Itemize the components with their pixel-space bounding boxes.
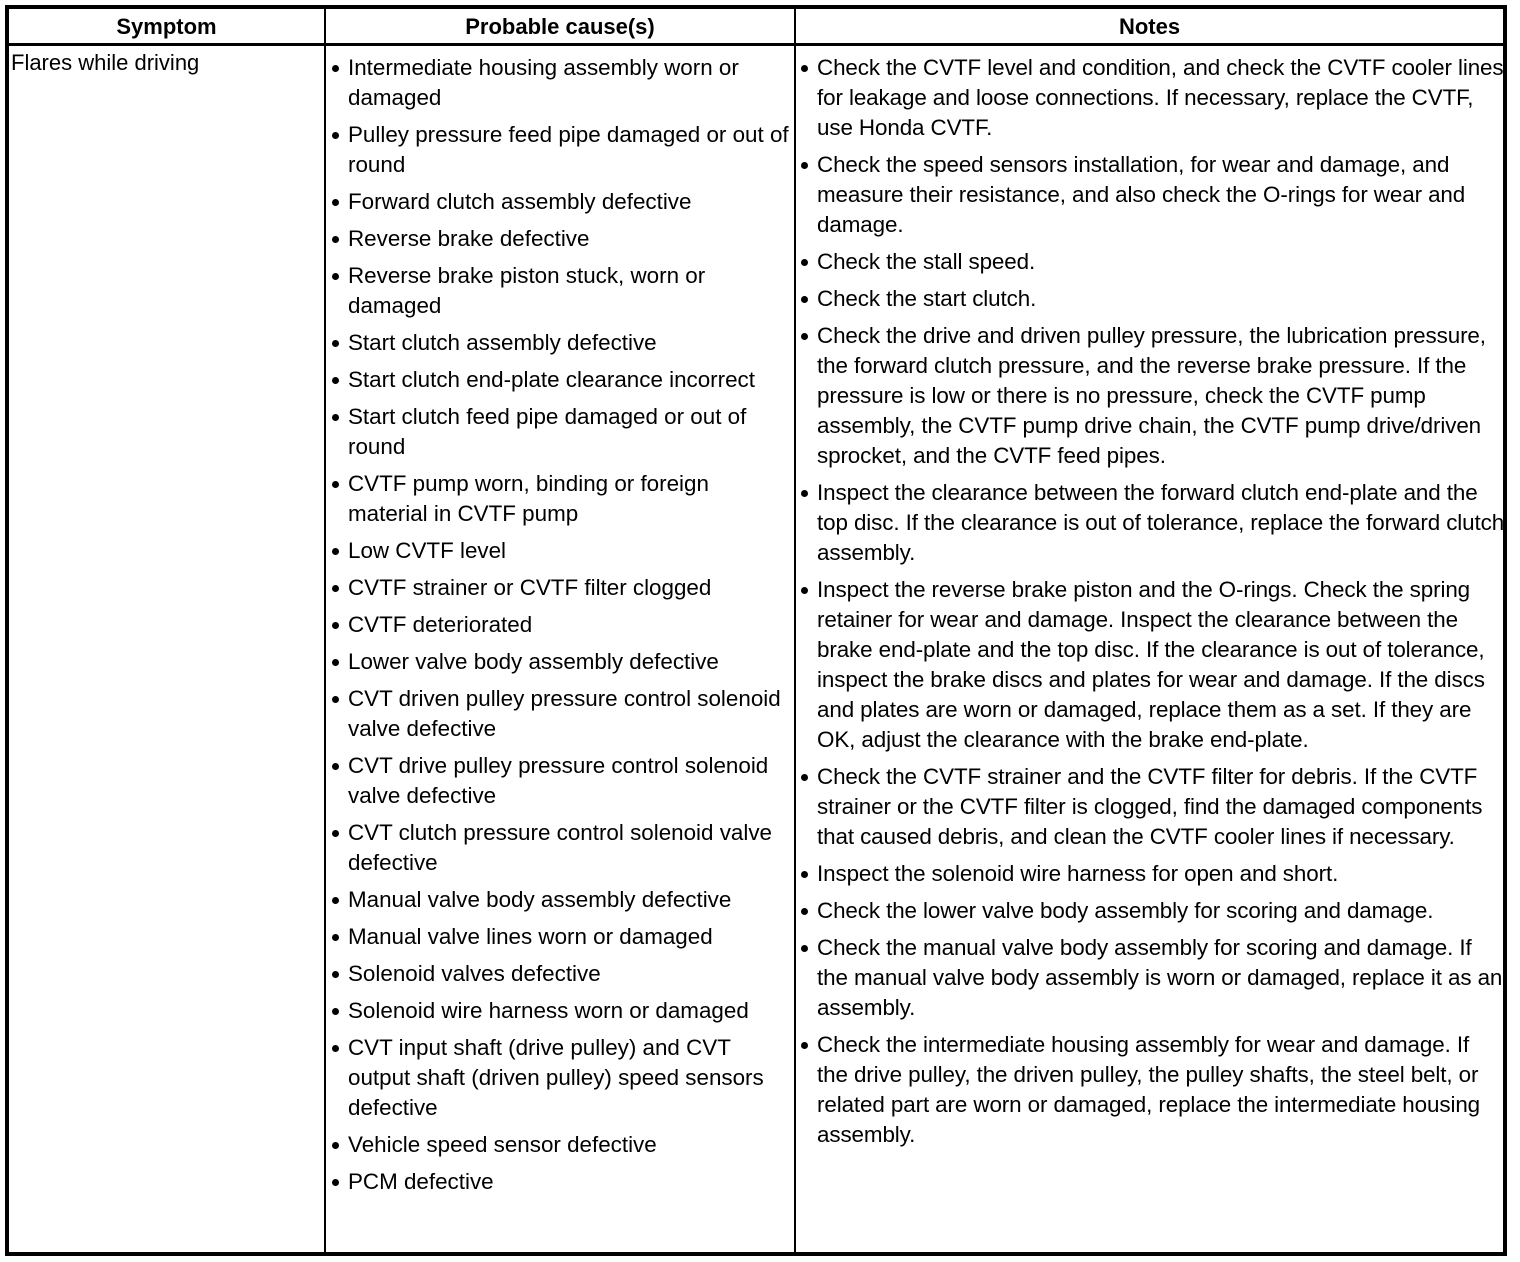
bullet-icon [801,587,808,594]
header-notes: Notes [1118,14,1181,39]
probable-causes-cell [326,46,794,1252]
cause-item-text: CVTF pump worn, binding or foreign material in CVTF pump [348,471,709,526]
bullet-icon [801,65,808,72]
cause-item [329,53,794,113]
bullet-icon [332,659,339,666]
cause-item [329,818,794,878]
bullet-icon [801,490,808,497]
bullet-icon [332,65,339,72]
bullet-icon [332,897,339,904]
bullet-icon [801,871,808,878]
cause-item-text: Solenoid valves defective [348,961,601,986]
cause-item-text: Manual valve body assembly defective [348,887,732,912]
note-item-text: Check the manual valve body assembly for scoring and damage. If the manual valve body assembly is worn or damaged, replace it as an assembly. [817,935,1503,1020]
cause-item-text: Pulley pressure feed pipe damaged or out of round [348,122,789,177]
cause-item [329,684,794,744]
cause-item [329,1167,794,1197]
bullet-icon [332,1045,339,1052]
notes-cell [796,46,1506,1252]
bullet-icon [801,296,808,303]
cause-item-text: Low CVTF level [348,538,507,563]
cause-item-text: Lower valve body assembly defective [348,649,719,674]
cause-item-text: Reverse brake defective [348,226,590,251]
cause-item-text: PCM defective [348,1169,494,1194]
note-item-text: Inspect the reverse brake piston and the O-rings. Check the spring retainer for wear and damage. Inspect the clearance between the brake end-plate and the top disc. If the clearance is out of tolerance, inspect the brake discs and plates for wear and damage. If the discs and plates are worn or damaged, replace them as a set. If they are OK, adjust the clearance with the brake end-plate. [817,577,1485,752]
note-item [798,150,1506,240]
cause-item [329,1130,794,1160]
note-item [798,859,1506,889]
bullet-icon [332,934,339,941]
bullet-icon [332,1008,339,1015]
bullet-icon [332,830,339,837]
bullet-icon [332,548,339,555]
note-item [798,933,1506,1023]
cause-item [329,922,794,952]
header-symptom: Symptom [116,14,217,39]
cause-item [329,573,794,603]
note-item-text: Check the intermediate housing assembly for wear and damage. If the drive pulley, the driven pulley, the pulley shafts, the steel belt, or related part are worn or damaged, replace the intermediate housing assembly. [817,1032,1481,1147]
bullet-icon [801,259,808,266]
cause-item-text: Vehicle speed sensor defective [348,1132,657,1157]
bullet-icon [801,333,808,340]
note-item [798,321,1506,471]
note-item [798,53,1506,143]
cause-item [329,328,794,358]
bullet-icon [332,132,339,139]
cause-item-text: CVTF deteriorated [348,612,533,637]
cause-item [329,647,794,677]
bullet-icon [332,971,339,978]
bullet-icon [332,1179,339,1186]
bullet-icon [332,1142,339,1149]
causes-list [329,53,794,1197]
bullet-icon [801,162,808,169]
cause-item [329,959,794,989]
header-probable-causes: Probable cause(s) [465,14,655,39]
note-item [798,762,1506,852]
cause-item [329,536,794,566]
cause-item-text: CVT clutch pressure control solenoid valve defective [348,820,772,875]
note-item-text: Check the CVTF level and condition, and check the CVTF cooler lines for leakage and loose connections. If necessary, replace the CVTF, use Honda CVTF. [817,55,1504,140]
note-item-text: Check the stall speed. [817,249,1036,274]
cause-item-text: CVT drive pulley pressure control solenoid valve defective [348,753,769,808]
cause-item-text: Reverse brake piston stuck, worn or damaged [348,263,706,318]
bullet-icon [332,481,339,488]
bullet-icon [332,236,339,243]
note-item-text: Inspect the clearance between the forward clutch end-plate and the top disc. If the clearance is out of tolerance, replace the forward clutch assembly. [817,480,1505,565]
bullet-icon [332,377,339,384]
note-item [798,478,1506,568]
troubleshooting-table [5,5,1507,1256]
cause-item-text: Solenoid wire harness worn or damaged [348,998,749,1023]
cause-item [329,610,794,640]
cause-item [329,1033,794,1123]
bullet-icon [332,273,339,280]
bullet-icon [332,199,339,206]
note-item-text: Inspect the solenoid wire harness for open and short. [817,861,1339,886]
note-item [798,247,1506,277]
note-item-text: Check the lower valve body assembly for scoring and damage. [817,898,1434,923]
bullet-icon [801,774,808,781]
bullet-icon [332,696,339,703]
cause-item [329,751,794,811]
bullet-icon [332,585,339,592]
cause-item-text: CVT input shaft (drive pulley) and CVT output shaft (driven pulley) speed sensors defective [348,1035,764,1120]
cause-item [329,187,794,217]
cause-item-text: Intermediate housing assembly worn or damaged [348,55,739,110]
table-header-row [9,9,1503,46]
cause-item-text: Start clutch feed pipe damaged or out of round [348,404,747,459]
cause-item [329,885,794,915]
bullet-icon [801,945,808,952]
cause-item [329,120,794,180]
bullet-icon [332,622,339,629]
bullet-icon [801,1042,808,1049]
bullet-icon [801,908,808,915]
note-item-text: Check the start clutch. [817,286,1037,311]
note-item [798,896,1506,926]
bullet-icon [332,414,339,421]
cause-item [329,402,794,462]
cause-item-text: Start clutch end-plate clearance incorrect [348,367,755,392]
note-item-text: Check the drive and driven pulley pressure, the lubrication pressure, the forward clutch pressure, and the reverse brake pressure. If the pressure is low or there is no pressure, check the CVTF pump assembly, the CVTF pump drive chain, the CVTF pump drive/driven sprocket, and the CVTF feed pipes. [817,323,1486,468]
cause-item [329,261,794,321]
cause-item [329,224,794,254]
note-item [798,575,1506,755]
note-item [798,1030,1506,1150]
bullet-icon [332,340,339,347]
cause-item-text: CVTF strainer or CVTF filter clogged [348,575,712,600]
cause-item [329,469,794,529]
notes-list [798,53,1506,1150]
bullet-icon [332,763,339,770]
note-item-text: Check the speed sensors installation, for wear and damage, and measure their resistance, and also check the O-rings for wear and damage. [817,152,1466,237]
symptom-cell: Flares while driving [11,50,200,75]
cause-item-text: Manual valve lines worn or damaged [348,924,713,949]
cause-item-text: Forward clutch assembly defective [348,189,692,214]
cause-item-text: CVT driven pulley pressure control solenoid valve defective [348,686,781,741]
note-item-text: Check the CVTF strainer and the CVTF filter for debris. If the CVTF strainer or the CVTF filter is clogged, find the damaged components that caused debris, and clean the CVTF cooler lines if necessary. [817,764,1483,849]
cause-item [329,996,794,1026]
cause-item [329,365,794,395]
note-item [798,284,1506,314]
cause-item-text: Start clutch assembly defective [348,330,657,355]
